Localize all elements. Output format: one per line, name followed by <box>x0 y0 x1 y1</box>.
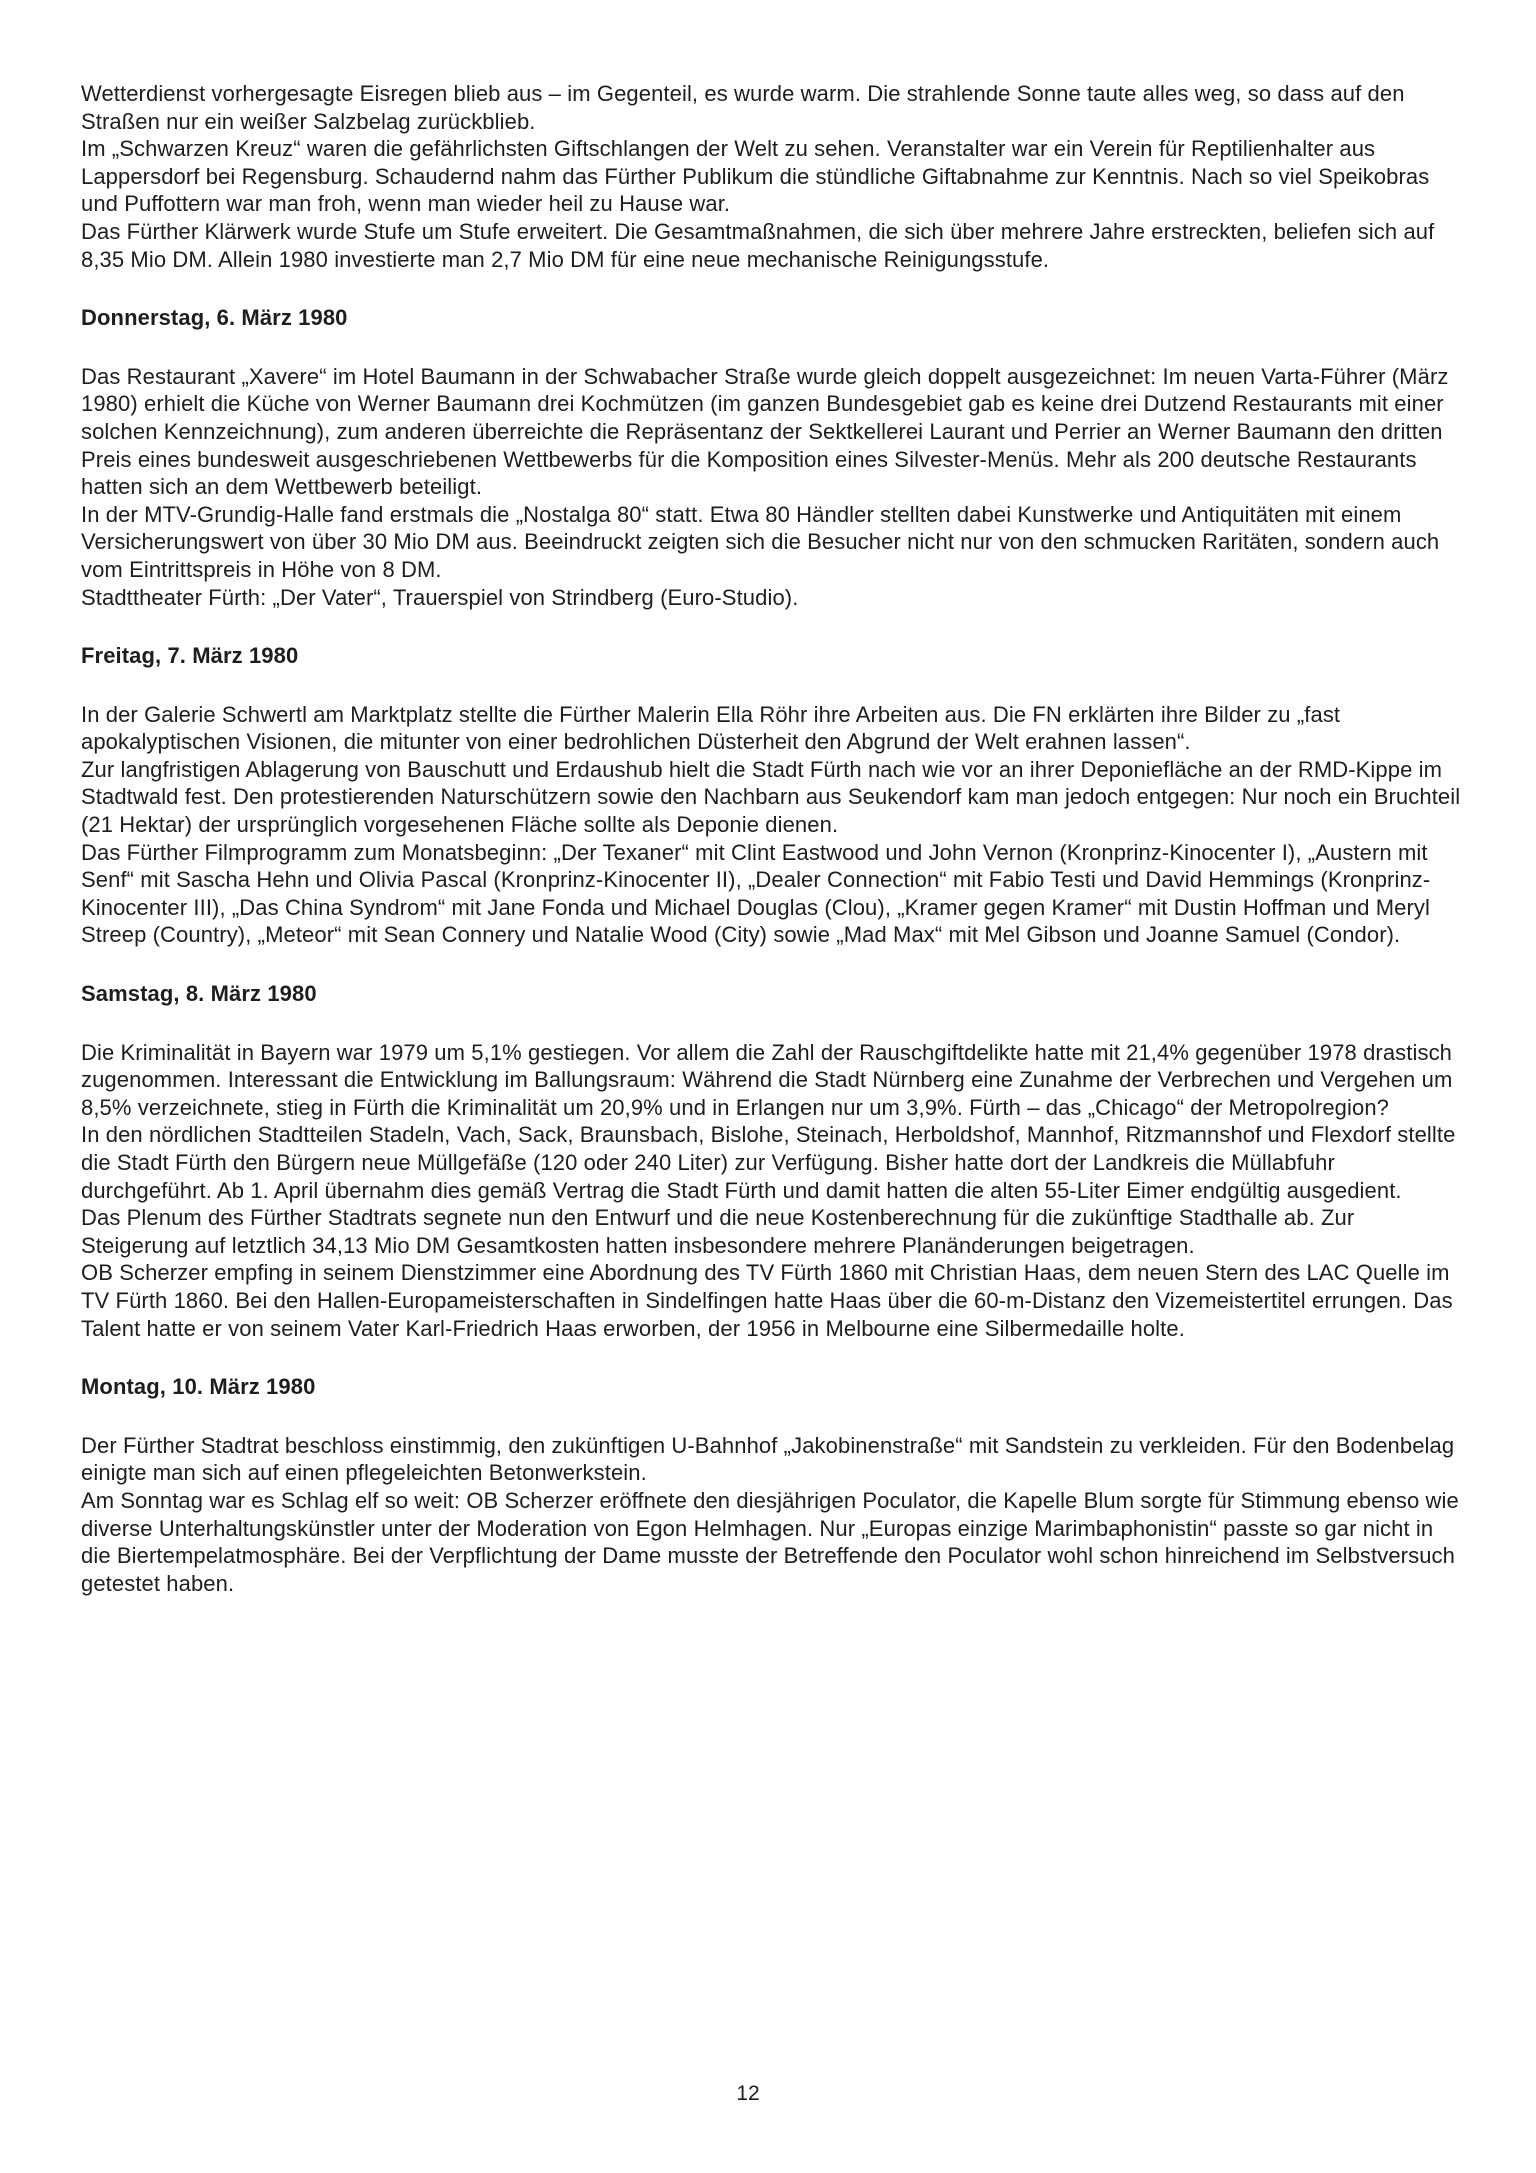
page-content <box>81 80 1463 1597</box>
page-number: 12 <box>736 2082 760 2105</box>
paragraph: Die Kriminalität in Bayern war 1979 um 5,1% gestiegen. Vor allem die Zahl der Rauschgiftdelikte hatte mit 21,4% gegenüber 1978 drastisch zugenommen. Interessant die Entwicklung im Ballungsraum: Während die Stadt Nürnberg eine Zunahme der Verbrechen und Vergehen um 8,5% verzeichnete, stieg in Fürth die Kriminalität um 20,9% und in Erlangen nur um 3,9%. Fürth – das „Chicago“ der Metropolregion? <box>81 1039 1453 1120</box>
paragraph: Das Fürther Filmprogramm zum Monatsbeginn: „Der Texaner“ mit Clint Eastwood und John Vernon (Kronprinz-Kinocenter I), „Austern mit Senf“ mit Sascha Hehn und Olivia Pascal (Kronprinz-Kinocenter II), „Dealer Connection“ mit Fabio Testi und David Hemmings (Kronprinz-Kinocenter III), „Das China Syndrom“ mit Jane Fonda und Michael Douglas (Clou), „Kramer gegen Kramer“ mit Dustin Hoffman und Meryl Streep (Country), „Meteor“ mit Sean Connery und Natalie Wood (City) sowie „Mad Max“ mit Mel Gibson und Joanne Samuel (Condor). <box>81 839 1431 948</box>
paragraph: In den nördlichen Stadtteilen Stadeln, Vach, Sack, Braunsbach, Bislohe, Steinach, Herboldshof, Mannhof, Ritzmannshof und Flexdorf stellte die Stadt Fürth den Bürgern neue Müllgefäße (120 oder 240 Liter) zur Verfügung. Bisher hatte dort der Landkreis die Müllabfuhr durchgeführt. Ab 1. April übernahm dies gemäß Vertrag die Stadt Fürth und damit hatten die alten 55-Liter Eimer endgültig ausgedient. <box>81 1122 1456 1203</box>
paragraph: In der Galerie Schwertl am Marktplatz stellte die Fürther Malerin Ella Röhr ihre Arbeiten aus. Die FN erklärten ihre Bilder zu „fast apokalyptischen Visionen, die mitunter von einer bedrohlichen Düsterheit den Abgrund der Welt erahnen lassen“. <box>81 701 1341 755</box>
paragraph: In der MTV-Grundig-Halle fand erstmals die „Nostalga 80“ statt. Etwa 80 Händler stellten dabei Kunstwerke und Antiquitäten mit einem Versicherungswert von über 30 Mio DM aus. Beeindruckt zeigten sich die Besucher nicht nur von den schmucken Raritäten, sondern auch vom Eintrittspreis in Höhe von 8 DM. <box>81 501 1440 582</box>
section-heading: Donnerstag, 6. März 1980 <box>81 305 348 331</box>
section-heading: Samstag, 8. März 1980 <box>81 981 317 1007</box>
paragraph: Das Plenum des Fürther Stadtrats segnete nun den Entwurf und die neue Kostenberechnung für die zukünftige Stadthalle ab. Zur Steigerung auf letztlich 34,13 Mio DM Gesamtkosten hatten insbesondere mehrere Planänderungen beigetragen. <box>81 1205 1355 1258</box>
paragraph: Zur langfristigen Ablagerung von Bauschutt und Erdaushub hielt die Stadt Fürth nach wie vor an ihrer Deponiefläche an der RMD-Kippe im Stadtwald fest. Den protestierenden Naturschützern sowie den Nachbarn aus Seukendorf kam man jedoch entgegen: Nur noch ein Bruchteil (21 Hektar) der ursprünglich vorgesehenen Fläche sollte als Deponie dienen. <box>81 756 1461 838</box>
paragraph: Das Restaurant „Xavere“ im Hotel Baumann in der Schwabacher Straße wurde gleich doppelt ausgezeichnet: Im neuen Varta-Führer (März 1980) erhielt die Küche von Werner Baumann drei Kochmützen (im ganzen Bundesgebiet gab es keine drei Dutzend Restaurants mit einer solchen Kennzeichnung), zum anderen überreichte die Repräsentanz der Sektkellerei Laurant und Perrier an Werner Baumann den dritten Preis eines bundesweit ausgeschriebenen Wettbewerbs für die Komposition eines Silvester-Menüs. Mehr als 200 deutsche Restaurants hatten sich an dem Wettbewerb beteiligt. <box>81 363 1449 500</box>
paragraph: Der Fürther Stadtrat beschloss einstimmig, den zukünftigen U-Bahnhof „Jakobinenstraße“ mit Sandstein zu verkleiden. Für den Bodenbelag einigte man sich auf einen pflegeleichten Betonwerkstein. <box>81 1432 1455 1486</box>
paragraph: Stadttheater Fürth: „Der Vater“, Trauerspiel von Strindberg (Euro-Studio). <box>81 584 799 610</box>
paragraph: Im „Schwarzen Kreuz“ waren die gefährlichsten Giftschlangen der Welt zu sehen. Veranstalter war ein Verein für Reptilienhalter aus Lappersdorf bei Regensburg. Schaudernd nahm das Fürther Publikum die stündliche Giftabnahme zur Kenntnis. Nach so viel Speikobras und Puffottern war man froh, wenn man wieder heil zu Hause war. <box>81 136 1430 217</box>
paragraph: Am Sonntag war es Schlag elf so weit: OB Scherzer eröffnete den diesjährigen Poculator, die Kapelle Blum sorgte für Stimmung ebenso wie diverse Unterhaltungskünstler unter der Moderation von Egon Helmhagen. Nur „Europas einzige Marimbaphonistin“ passte so gar nicht in die Biertempelatmosphäre. Bei der Verpflichtung der Dame musste der Betreffende den Poculator wohl schon hinreichend im Selbstversuch getestet haben. <box>81 1487 1459 1596</box>
section-heading: Montag, 10. März 1980 <box>81 1374 316 1400</box>
paragraph: OB Scherzer empfing in seinem Dienstzimmer eine Abordnung des TV Fürth 1860 mit Christian Haas, dem neuen Stern des LAC Quelle im TV Fürth 1860. Bei den Hallen-Europameisterschaften in Sindelfingen hatte Haas über die 60-m-Distanz den Vizemeistertitel errungen. Das Talent hatte er von seinem Vater Karl-Friedrich Haas erworben, der 1956 in Melbourne eine Silbermedaille holte. <box>81 1260 1453 1341</box>
paragraph: Das Fürther Klärwerk wurde Stufe um Stufe erweitert. Die Gesamtmaßnahmen, die sich über mehrere Jahre erstreckten, beliefen sich auf 8,35 Mio DM. Allein 1980 investierte man 2,7 Mio DM für eine neue mechanische Reinigungsstufe. <box>81 218 1435 272</box>
paragraph: Wetterdienst vorhergesagte Eisregen blieb aus – im Gegenteil, es wurde warm. Die strahlende Sonne taute alles weg, so dass auf den Straßen nur ein weißer Salzbelag zurückblieb. <box>81 81 1405 134</box>
section-heading: Freitag, 7. März 1980 <box>81 643 299 669</box>
